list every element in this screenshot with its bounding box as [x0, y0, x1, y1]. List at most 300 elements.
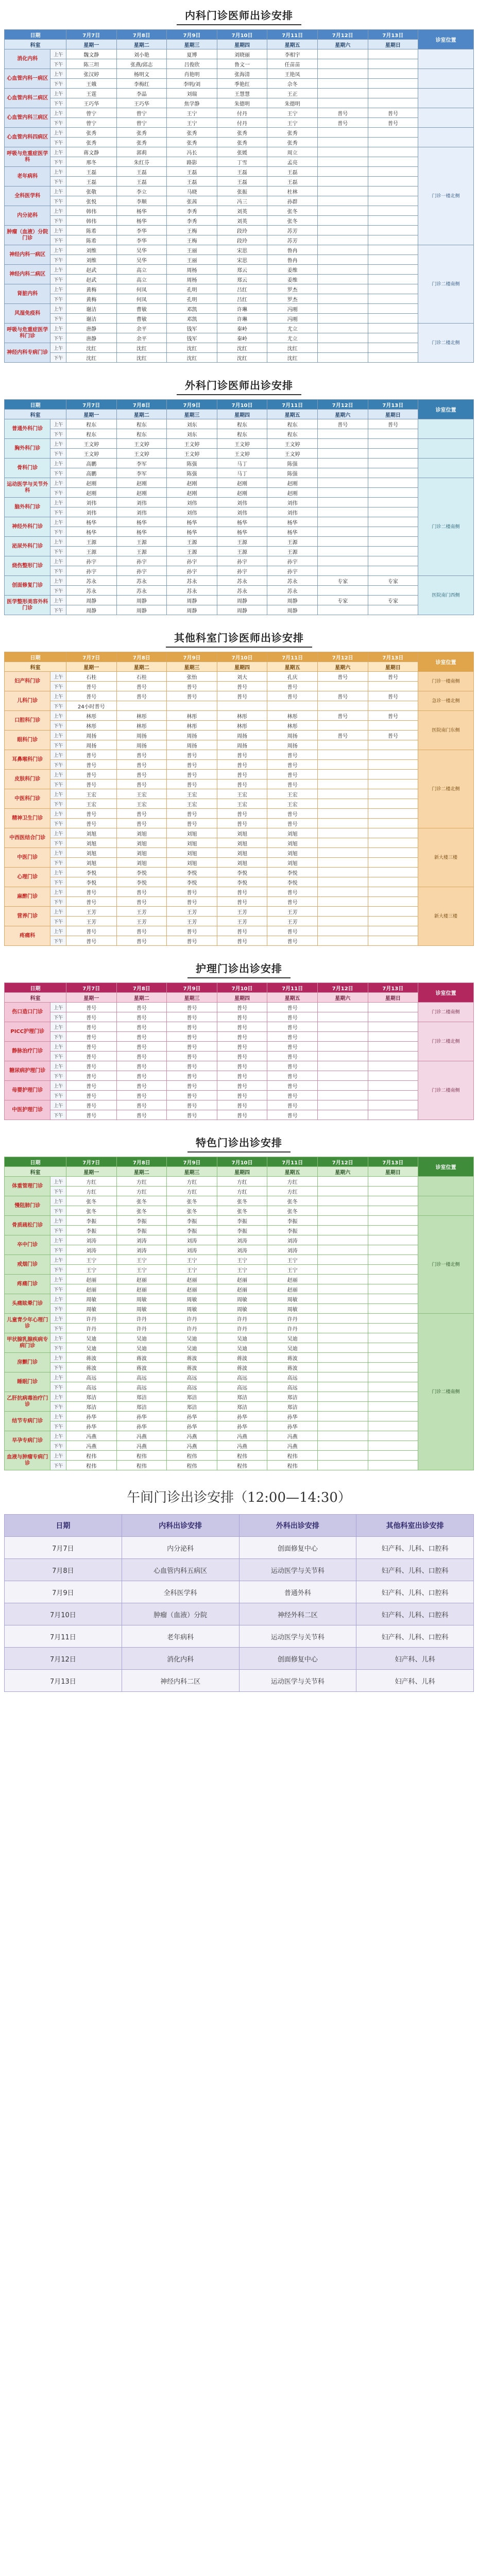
am-label: 上午: [50, 887, 66, 897]
noon-header: 内科出诊安排: [122, 1515, 239, 1537]
doctor-cell: [368, 1196, 418, 1206]
doctor-cell: 普号: [167, 1052, 217, 1061]
department-name: 中西医结合门诊: [5, 828, 50, 848]
doctor-cell: 曹敏: [116, 304, 167, 314]
doctor-cell: 刘涛: [167, 1245, 217, 1255]
doctor-cell: 杨明文: [116, 69, 167, 79]
doctor-cell: 曹敏: [116, 314, 167, 324]
table-row: [5, 324, 474, 333]
doctor-cell: 李振: [116, 1226, 167, 1235]
department-name: 眼科门诊: [5, 731, 50, 750]
doctor-cell: 林彤: [217, 711, 267, 721]
doctor-cell: 何凤: [116, 294, 167, 304]
header-date: 7月11日: [267, 1157, 318, 1167]
doctor-cell: 任苗苗: [267, 59, 318, 69]
doctor-cell: 冯燕: [116, 1431, 167, 1441]
table-row: [5, 1431, 474, 1441]
doctor-cell: 普号: [66, 1022, 116, 1032]
doctor-cell: 孙宇: [167, 556, 217, 566]
doctor-cell: [368, 79, 418, 89]
doctor-cell: 程东: [66, 419, 116, 429]
doctor-cell: 李晶: [116, 89, 167, 98]
doctor-cell: [368, 1333, 418, 1343]
doctor-cell: 周杨: [167, 275, 217, 284]
doctor-cell: 普号: [217, 682, 267, 691]
doctor-cell: 孙宇: [116, 556, 167, 566]
doctor-cell: 孙华: [66, 1421, 116, 1431]
doctor-cell: 普号: [167, 1003, 217, 1012]
doctor-cell: 普号: [116, 750, 167, 760]
doctor-cell: 杨华: [167, 527, 217, 537]
am-label: 上午: [50, 770, 66, 779]
doctor-cell: 王宁: [66, 1265, 116, 1275]
doctor-cell: 邢冬: [66, 157, 116, 167]
doctor-cell: 普号: [267, 897, 318, 907]
doctor-cell: 周扬: [116, 740, 167, 750]
department-name: 烧伤整形门诊: [5, 556, 50, 576]
doctor-cell: 林彤: [66, 711, 116, 721]
doctor-cell: 普号: [317, 691, 368, 701]
doctor-cell: [317, 750, 368, 760]
doctor-cell: [317, 196, 368, 206]
doctor-cell: 孔庆: [267, 672, 318, 682]
header-weekday: 星期六: [317, 993, 368, 1003]
doctor-cell: [317, 556, 368, 566]
doctor-cell: 黄梅: [66, 294, 116, 304]
table-row: [5, 1100, 474, 1110]
doctor-cell: 普号: [66, 770, 116, 779]
pm-label: 下午: [50, 682, 66, 691]
doctor-cell: 方红: [66, 1187, 116, 1196]
department-name: 风湿免疫科: [5, 304, 50, 324]
doctor-cell: 杨华: [217, 517, 267, 527]
am-label: 上午: [50, 1431, 66, 1441]
doctor-cell: 冯长: [167, 147, 217, 157]
table-row: [5, 809, 474, 819]
doctor-cell: 王巧华: [66, 98, 116, 108]
doctor-cell: 孙华: [217, 1412, 267, 1421]
doctor-cell: 刘旭: [267, 828, 318, 838]
table-row: [5, 1670, 474, 1692]
pm-label: 下午: [50, 1382, 66, 1392]
header-weekday: 星期四: [217, 410, 267, 419]
table-row: [5, 507, 474, 517]
doctor-cell: 王磊: [167, 167, 217, 177]
doctor-cell: 普号: [66, 897, 116, 907]
doctor-cell: [368, 353, 418, 363]
doctor-cell: 陈希: [66, 235, 116, 245]
room-location: [418, 1196, 474, 1216]
department-name: 疼痛科: [5, 926, 50, 946]
doctor-cell: 高远: [167, 1372, 217, 1382]
pm-label: 下午: [50, 314, 66, 324]
doctor-cell: 周静: [167, 605, 217, 615]
doctor-cell: [368, 488, 418, 498]
doctor-cell: 秦岭: [217, 324, 267, 333]
section-title: 特色门诊出诊安排: [4, 1127, 474, 1157]
doctor-cell: 张秀: [66, 128, 116, 138]
doctor-cell: 王源: [66, 547, 116, 556]
doctor-cell: 王巧华: [116, 98, 167, 108]
room-location: [418, 128, 474, 147]
table-row: [5, 89, 474, 98]
doctor-cell: [317, 868, 368, 877]
doctor-cell: 程伟: [217, 1451, 267, 1461]
doctor-cell: 王宁: [267, 108, 318, 118]
doctor-cell: 专家: [317, 576, 368, 586]
table-row: [5, 1071, 474, 1081]
doctor-cell: [368, 1206, 418, 1216]
header-date: 7月9日: [167, 652, 217, 662]
pm-label: 下午: [50, 760, 66, 770]
am-label: 上午: [50, 498, 66, 507]
doctor-cell: 周敏: [217, 1294, 267, 1304]
doctor-cell: 周扬: [167, 731, 217, 740]
doctor-cell: 孔明: [167, 284, 217, 294]
doctor-cell: 刘旭: [217, 828, 267, 838]
table-row: [5, 1412, 474, 1421]
table-row: [5, 488, 474, 498]
doctor-cell: [317, 507, 368, 517]
doctor-cell: 周静: [66, 605, 116, 615]
doctor-cell: 吕红: [217, 294, 267, 304]
room-location: 门诊二楼北侧: [418, 324, 474, 363]
header-date: 7月8日: [116, 400, 167, 410]
doctor-cell: [368, 740, 418, 750]
doctor-cell: 普号: [317, 711, 368, 721]
doctor-cell: 张冬: [167, 1206, 217, 1216]
department-name: 伤口造口门诊: [5, 1003, 50, 1022]
doctor-cell: 周敏: [66, 1304, 116, 1314]
doctor-cell: 王宁: [116, 1265, 167, 1275]
pm-label: 下午: [50, 527, 66, 537]
doctor-cell: 张秀: [116, 128, 167, 138]
doctor-cell: 王芳: [217, 917, 267, 926]
doctor-cell: 刘旭: [116, 848, 167, 858]
table-row: [5, 576, 474, 586]
doctor-cell: 赵刚: [116, 478, 167, 488]
doctor-cell: [368, 128, 418, 138]
doctor-cell: 许丹: [267, 1314, 318, 1324]
doctor-cell: 普号: [116, 1091, 167, 1100]
doctor-cell: [368, 98, 418, 108]
doctor-cell: 普号: [217, 1100, 267, 1110]
header-weekday: 星期四: [217, 993, 267, 1003]
doctor-cell: 高远: [66, 1382, 116, 1392]
doctor-cell: [368, 294, 418, 304]
doctor-cell: 张冬: [267, 1196, 318, 1206]
department-name: PICC护理门诊: [5, 1022, 50, 1042]
doctor-cell: 程伟: [66, 1451, 116, 1461]
doctor-cell: 普号: [66, 1061, 116, 1071]
doctor-cell: 苏永: [116, 576, 167, 586]
doctor-cell: [317, 59, 368, 69]
pm-label: 下午: [50, 353, 66, 363]
doctor-cell: 沈红: [267, 353, 318, 363]
doctor-cell: [368, 1314, 418, 1324]
table-row: [5, 147, 474, 157]
doctor-cell: 陈三坦: [66, 59, 116, 69]
doctor-cell: 蒋波: [167, 1353, 217, 1363]
doctor-cell: 普号: [317, 419, 368, 429]
doctor-cell: 赵丽: [66, 1275, 116, 1284]
doctor-cell: 赵刚: [217, 488, 267, 498]
doctor-cell: 普号: [167, 1012, 217, 1022]
doctor-cell: 周敏: [66, 1294, 116, 1304]
table-row: [5, 98, 474, 108]
doctor-cell: 王源: [116, 537, 167, 547]
schedule-table: [4, 982, 474, 1120]
doctor-cell: 普号: [116, 1012, 167, 1022]
header-weekday: 星期二: [116, 1167, 167, 1177]
table-row: [5, 216, 474, 226]
doctor-cell: 苏永: [116, 586, 167, 596]
doctor-cell: 王梅: [167, 235, 217, 245]
doctor-cell: 刘旭: [267, 838, 318, 848]
pm-label: 下午: [50, 1363, 66, 1372]
doctor-cell: 吴迪: [217, 1343, 267, 1353]
doctor-cell: [368, 527, 418, 537]
table-row: [5, 740, 474, 750]
doctor-cell: [368, 789, 418, 799]
doctor-cell: [317, 1032, 368, 1042]
doctor-cell: [317, 138, 368, 147]
doctor-cell: [368, 314, 418, 324]
header-dept-label: 科室: [5, 1167, 66, 1177]
doctor-cell: 刘旭: [217, 848, 267, 858]
table-row: [5, 265, 474, 275]
table-row: [5, 226, 474, 235]
doctor-cell: 郑洁: [116, 1402, 167, 1412]
doctor-cell: 王正: [267, 89, 318, 98]
doctor-cell: 刘旭: [167, 858, 217, 868]
doctor-cell: 普号: [66, 809, 116, 819]
doctor-cell: 普号: [217, 819, 267, 828]
doctor-cell: 秦岭: [217, 333, 267, 343]
noon-cell: 创面修复中心: [239, 1648, 356, 1670]
doctor-cell: [317, 478, 368, 488]
doctor-cell: 刘伟: [66, 507, 116, 517]
doctor-cell: 沈红: [116, 353, 167, 363]
doctor-cell: 刘旭: [167, 838, 217, 848]
am-label: 上午: [50, 1314, 66, 1324]
room-location: 门诊一楼北侧: [418, 147, 474, 245]
doctor-cell: 张振: [217, 187, 267, 196]
doctor-cell: 许丹: [167, 1314, 217, 1324]
department-name: 房颤门诊: [5, 1353, 50, 1372]
doctor-cell: 周扬: [167, 740, 217, 750]
doctor-cell: 王文婷: [116, 449, 167, 459]
doctor-cell: 高远: [267, 1372, 318, 1382]
doctor-cell: [317, 1441, 368, 1451]
doctor-cell: [317, 1255, 368, 1265]
pm-label: 下午: [50, 1012, 66, 1022]
doctor-cell: [317, 216, 368, 226]
header-room-label: 诊室位置: [418, 652, 474, 672]
doctor-cell: 李悦: [167, 877, 217, 887]
pm-label: 下午: [50, 858, 66, 868]
doctor-cell: [317, 459, 368, 468]
header-date: 7月12日: [317, 983, 368, 993]
doctor-cell: 朱红芬: [116, 157, 167, 167]
table-row: [5, 547, 474, 556]
doctor-cell: [368, 1294, 418, 1304]
room-location: 门诊一楼南侧: [418, 672, 474, 691]
doctor-cell: [317, 527, 368, 537]
table-row: [5, 1206, 474, 1216]
noon-header: 其他科室出诊安排: [356, 1515, 474, 1537]
doctor-cell: [368, 1363, 418, 1372]
doctor-cell: 普号: [217, 1032, 267, 1042]
doctor-cell: [368, 1304, 418, 1314]
doctor-cell: 佘冬: [267, 79, 318, 89]
doctor-cell: [368, 779, 418, 789]
table-row: [5, 770, 474, 779]
table-row: [5, 314, 474, 324]
pm-label: 下午: [50, 819, 66, 828]
doctor-cell: 孙华: [267, 1421, 318, 1431]
doctor-cell: 刘旭: [116, 858, 167, 868]
table-row: [5, 1061, 474, 1071]
department-name: 糖尿病护理门诊: [5, 1061, 50, 1081]
doctor-cell: [368, 1245, 418, 1255]
table-row: [5, 566, 474, 576]
doctor-cell: 王宁: [267, 1255, 318, 1265]
doctor-cell: 付丹: [217, 118, 267, 128]
doctor-cell: 冯燕: [167, 1431, 217, 1441]
doctor-cell: [368, 1235, 418, 1245]
doctor-cell: 马晓: [167, 187, 217, 196]
am-label: 上午: [50, 576, 66, 586]
doctor-cell: 林彤: [167, 711, 217, 721]
doctor-cell: 林彤: [267, 711, 318, 721]
department-name: 骨科门诊: [5, 459, 50, 478]
doctor-cell: [368, 196, 418, 206]
doctor-cell: 苏永: [217, 576, 267, 586]
doctor-cell: 段玲: [217, 235, 267, 245]
am-label: 上午: [50, 731, 66, 740]
department-name: 医学整形美容外科门诊: [5, 596, 50, 615]
doctor-cell: 周敏: [267, 1304, 318, 1314]
doctor-cell: 郑洁: [167, 1402, 217, 1412]
doctor-cell: 赵刚: [167, 478, 217, 488]
doctor-cell: 周扬: [217, 740, 267, 750]
header-weekday: 星期三: [167, 662, 217, 672]
doctor-cell: 高远: [116, 1382, 167, 1392]
table-row: [5, 177, 474, 187]
pm-label: 下午: [50, 799, 66, 809]
doctor-cell: [368, 1081, 418, 1091]
doctor-cell: 高立: [116, 275, 167, 284]
doctor-cell: 王宁: [267, 1265, 318, 1275]
doctor-cell: 赵武: [66, 265, 116, 275]
header-date: 7月12日: [317, 30, 368, 40]
doctor-cell: 李军: [116, 468, 167, 478]
doctor-cell: [368, 216, 418, 226]
doctor-cell: [368, 760, 418, 770]
doctor-cell: 普号: [66, 936, 116, 946]
doctor-cell: [167, 701, 217, 711]
doctor-cell: 普号: [217, 1042, 267, 1052]
doctor-cell: [368, 1421, 418, 1431]
doctor-cell: [368, 1022, 418, 1032]
doctor-cell: 王宏: [66, 799, 116, 809]
doctor-cell: 普号: [167, 1042, 217, 1052]
table-row: [5, 760, 474, 770]
doctor-cell: 王宁: [267, 118, 318, 128]
table-row: [5, 527, 474, 537]
room-location: 医院南门东侧: [418, 711, 474, 750]
doctor-cell: [368, 343, 418, 353]
doctor-cell: 陈强: [267, 468, 318, 478]
doctor-cell: [317, 89, 368, 98]
doctor-cell: [368, 1091, 418, 1100]
doctor-cell: 蒋波: [116, 1353, 167, 1363]
doctor-cell: 杨华: [267, 517, 318, 527]
noon-cell: 妇产科、儿科、口腔科: [356, 1581, 474, 1603]
doctor-cell: 李梅红: [116, 79, 167, 89]
doctor-cell: [317, 498, 368, 507]
doctor-cell: 普号: [167, 1081, 217, 1091]
doctor-cell: 郑云: [217, 265, 267, 275]
doctor-cell: 普号: [368, 118, 418, 128]
doctor-cell: [368, 235, 418, 245]
doctor-cell: 程东: [116, 429, 167, 439]
table-row: [5, 731, 474, 740]
doctor-cell: [317, 1343, 368, 1353]
doctor-cell: 李振: [66, 1226, 116, 1235]
noon-cell: 7月7日: [5, 1537, 122, 1559]
room-location: 门诊一楼北侧: [418, 1216, 474, 1314]
doctor-cell: 李顺: [116, 196, 167, 206]
doctor-cell: 周敏: [116, 1304, 167, 1314]
doctor-cell: 赵丽: [116, 1284, 167, 1294]
doctor-cell: [317, 69, 368, 79]
department-name: 运动医学与关节外科: [5, 478, 50, 498]
header-dept-label: 科室: [5, 40, 66, 49]
doctor-cell: 尤立: [267, 333, 318, 343]
department-name: 口腔科门诊: [5, 711, 50, 731]
table-row: [5, 1042, 474, 1052]
doctor-cell: 宋思: [217, 255, 267, 265]
doctor-cell: 孙群: [267, 196, 318, 206]
header-weekday: 星期六: [317, 410, 368, 419]
doctor-cell: 刘涛: [66, 1235, 116, 1245]
doctor-cell: [368, 517, 418, 527]
doctor-cell: 普号: [116, 682, 167, 691]
pm-label: 下午: [50, 118, 66, 128]
doctor-cell: 高远: [217, 1382, 267, 1392]
doctor-cell: 普号: [317, 731, 368, 740]
am-label: 上午: [50, 1392, 66, 1402]
pm-label: 下午: [50, 897, 66, 907]
doctor-cell: 普号: [368, 691, 418, 701]
table-row: [5, 196, 474, 206]
table-row: [5, 1110, 474, 1120]
doctor-cell: [368, 547, 418, 556]
doctor-cell: 郑洁: [66, 1402, 116, 1412]
doctor-cell: 吴迪: [66, 1333, 116, 1343]
table-row: [5, 868, 474, 877]
doctor-cell: 普号: [368, 711, 418, 721]
doctor-cell: [368, 1042, 418, 1052]
pm-label: 下午: [50, 1421, 66, 1431]
pm-label: 下午: [50, 235, 66, 245]
header-date: 7月7日: [66, 652, 116, 662]
doctor-cell: [317, 314, 368, 324]
doctor-cell: [317, 1100, 368, 1110]
doctor-cell: 普号: [66, 760, 116, 770]
